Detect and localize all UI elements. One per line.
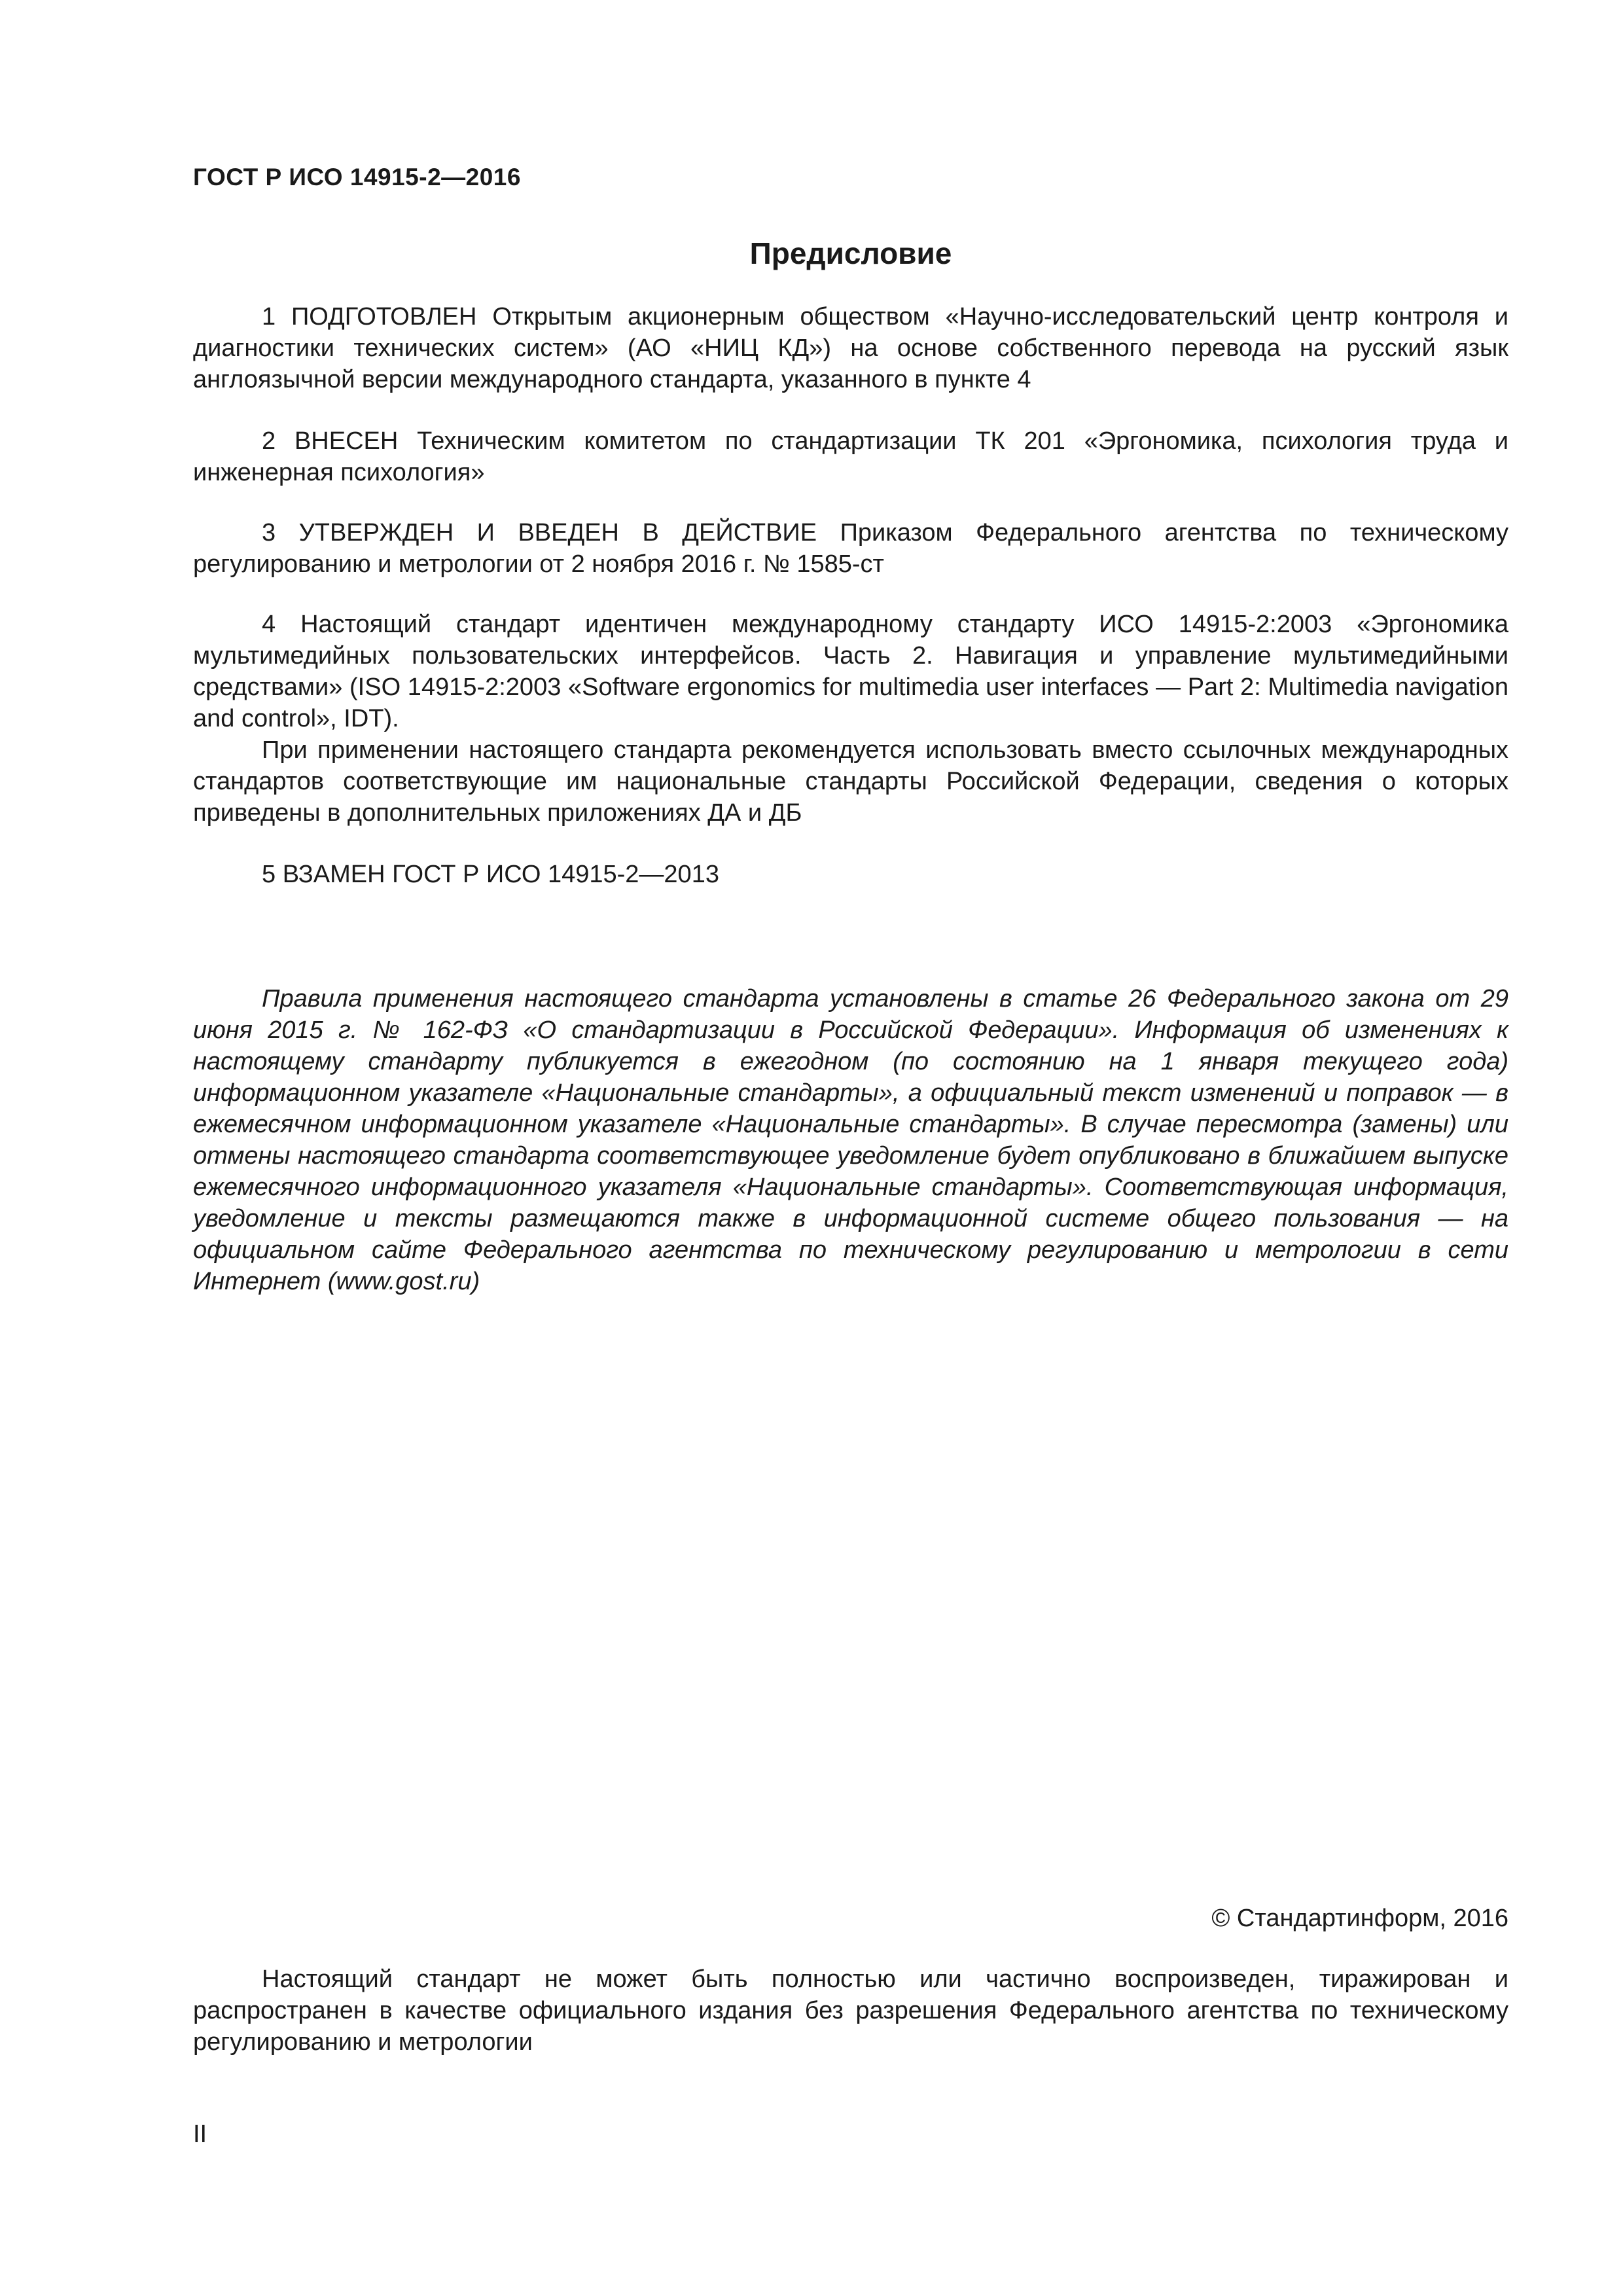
page-number: II <box>193 2121 207 2148</box>
item-1-prepared: 1 ПОДГОТОВЛЕН Открытым акционерным обществом «Научно-исследовательский центр контроля и диагностики технических систем» (АО «НИЦ КД») на основе собственного перевода на русский язык англоязычной версии международного стандарта, указанного в пункте 4 <box>193 303 1508 393</box>
rules-notice-block <box>193 983 1508 1297</box>
item-5-block <box>193 859 1508 890</box>
reproduction-notice: Настоящий стандарт не может быть полностью или частично воспроизведен, тиражирован и распространен в качестве официального издания без разрешения Федерального агентства по техническому регулированию и метрологии <box>193 1965 1508 2056</box>
item-4-block <box>193 609 1508 829</box>
item-2-introduced: 2 ВНЕСЕН Техническим комитетом по стандартизации ТК 201 «Эргономика, психология труда и инженерная психология» <box>193 427 1508 486</box>
item-5-replaces: 5 ВЗАМЕН ГОСТ Р ИСО 14915-2—2013 <box>262 861 719 888</box>
item-4-identical: 4 Настоящий стандарт идентичен международному стандарту ИСО 14915-2:2003 «Эргономика мультимедийных пользовательских интерфейсов. Часть 2. Навигация и управление мультимедийными средствами» (ISO 14915-2:2003 «Software ergonomics for multimedia user interfaces — Part 2: Multimedia navigation and control», IDT). <box>193 611 1508 732</box>
standard-code-header: ГОСТ Р ИСО 14915-2—2016 <box>193 164 521 190</box>
rules-notice: Правила применения настоящего стандарта установлены в статье 26 Федерального закона от 29 июня 2015 г. № 162-ФЗ «О стандартизации в Российской Федерации». Информация об изменениях к настоящему стандарту публикуется в ежегодном (по состоянию на 1 января текущего года) информационном указателе «Национальные стандарты», а официальный текст изменений и поправок — в ежемесячном информационном указателе «Национальные стандарты». В случае пересмотра (замены) или отмены настоящего стандарта соответствующее уведомление будет опубликовано в ближайшем выпуске ежемесячного информационного указателя «Национальные стандарты». Соответствующая информация, уведомление и тексты размещаются также в информационной системе общего пользования — на официальном сайте Федерального агентства по техническому регулированию и метрологии в сети Интернет (www.gost.ru) <box>193 985 1508 1295</box>
item-4-recommendation: При применении настоящего стандарта рекомендуется использовать вместо ссылочных международных стандартов соответствующие им национальные стандарты Российской Федерации, сведения о которых приведены в дополнительных приложениях ДА и ДБ <box>193 736 1508 827</box>
item-3-block <box>193 517 1508 580</box>
item-2-block <box>193 425 1508 488</box>
document-page <box>193 0 1508 2296</box>
page-title: Предисловие <box>749 236 952 270</box>
item-1-block <box>193 301 1508 395</box>
copyright-line: © Стандартинформ, 2016 <box>1211 1905 1508 1932</box>
item-3-approved: 3 УТВЕРЖДЕН И ВВЕДЕН В ДЕЙСТВИЕ Приказом Федерального агентства по техническому регулированию и метрологии от 2 ноября 2016 г. № 1585-ст <box>193 519 1508 578</box>
reproduction-notice-block <box>193 1964 1508 2058</box>
